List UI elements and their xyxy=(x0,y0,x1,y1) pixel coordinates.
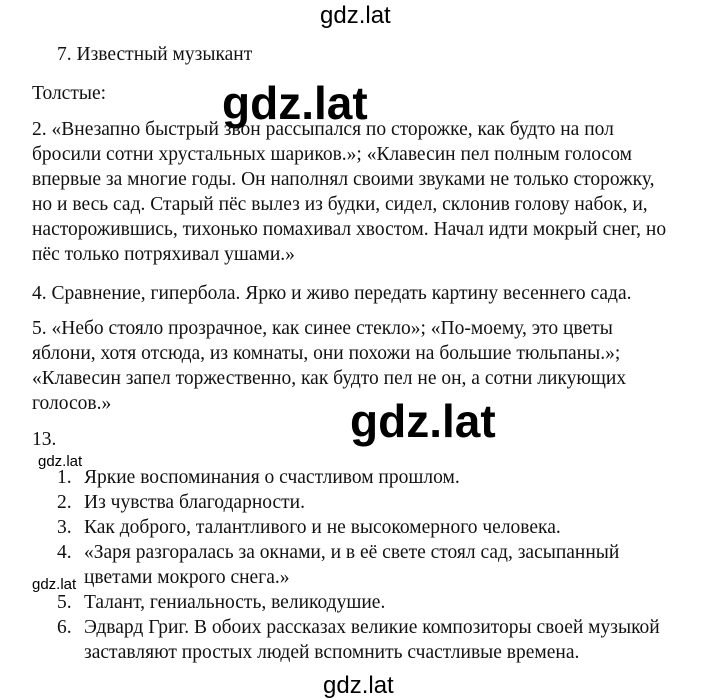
list-item-text: «Заря разгоралась за окнами, и в её свете стоял сад, засыпанный xyxy=(84,542,620,563)
watermark-small-1: gdz.lat xyxy=(38,453,83,470)
answer-2-line: пёс только потряхивал ушами.» xyxy=(32,244,295,265)
list-item-number: 3. xyxy=(57,517,72,538)
list-item-number: 1. xyxy=(57,467,72,488)
subheading: Толстые: xyxy=(32,83,107,104)
answer-2-line: впервые за многие годы. Он наполнял своими звуками не только сторожку, xyxy=(32,169,655,190)
answer-2-line: бросили сотни хрустальных шариков.»; «Клавесин пел полным голосом xyxy=(32,144,632,165)
answer-5-line: 5. «Небо стояло прозрачное, как синее стекло»; «По-моему, это цветы xyxy=(32,318,613,339)
answer-2-line: но и весь сад. Старый пёс вылез из будки, сидел, склонив голову набок, и, xyxy=(32,194,648,215)
list-item-text: цветами мокрого снега.» xyxy=(84,567,290,588)
list-item-text: Из чувства благодарности. xyxy=(84,492,305,513)
watermark-bottom: gdz.lat xyxy=(323,672,394,699)
list-item-text: Как доброго, талантливого и не высокомерного человека. xyxy=(84,517,561,538)
watermark-large-1: gdz.lat xyxy=(222,77,368,129)
list-item-text: Эдвард Григ. В обоих рассказах великие композиторы своей музыкой xyxy=(84,617,660,638)
answer-5-line: яблони, хотя отсюда, из комнаты, они похожи на большие тюльпаны.»; xyxy=(32,343,621,364)
answer-5-line: голосов.» xyxy=(32,393,112,414)
exercise-heading: 7. Известный музыкант xyxy=(57,44,253,65)
watermark-small-2: gdz.lat xyxy=(32,576,77,593)
answer-2-line: 2. «Внезапно быстрый звон рассыпался по сторожке, как будто на пол xyxy=(32,119,614,140)
list-item-text: Талант, гениальность, великодушие. xyxy=(84,592,386,613)
list-item-text: Яркие воспоминания о счастливом прошлом. xyxy=(84,467,460,488)
list-item-text: заставляют простых людей вспомнить счастливые времена. xyxy=(84,642,580,663)
section-13-label: 13. xyxy=(32,429,57,450)
watermark-top: gdz.lat xyxy=(320,2,391,29)
list-item-number: 6. xyxy=(57,617,72,638)
list-item-number: 4. xyxy=(57,542,72,563)
answer-2-line: насторожившись, тихонько помахивал хвостом. Начал идти мокрый снег, но xyxy=(32,219,667,240)
list-item-number: 5. xyxy=(57,592,72,613)
answer-5-line: «Клавесин запел торжественно, как будто пел не он, а сотни ликующих xyxy=(32,368,627,389)
answer-4: 4. Сравнение, гипербола. Ярко и живо передать картину весеннего сада. xyxy=(32,283,632,304)
watermark-large-2: gdz.lat xyxy=(350,395,496,447)
list-item-number: 2. xyxy=(57,492,72,513)
